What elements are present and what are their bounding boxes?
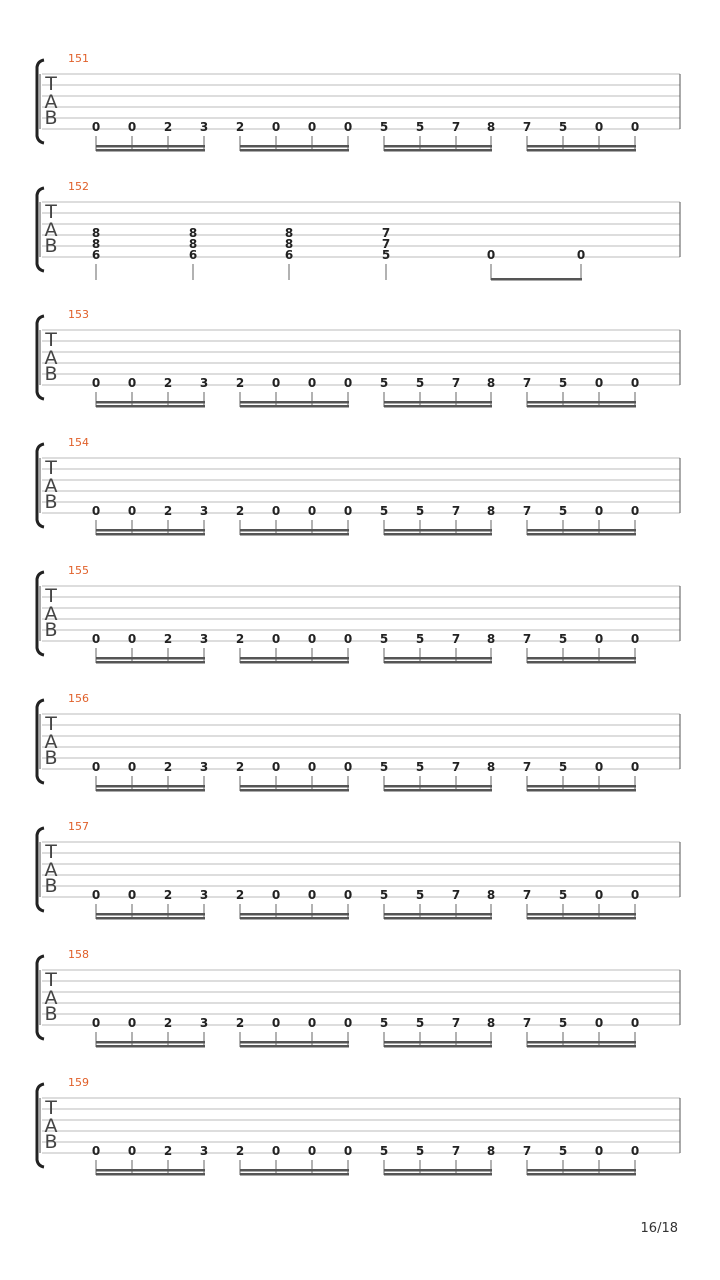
fret-number: 7 xyxy=(451,376,461,390)
fret-number: 0 xyxy=(307,888,317,902)
fret-number: 8 xyxy=(486,504,496,518)
fret-number: 0 xyxy=(307,504,317,518)
beam-secondary xyxy=(384,1045,492,1048)
fret-number: 0 xyxy=(307,1144,317,1158)
fret-number: 0 xyxy=(630,504,640,518)
beam-secondary xyxy=(96,789,205,792)
fret-number: 0 xyxy=(91,632,101,646)
fret-number: 2 xyxy=(163,1016,173,1030)
beam-primary xyxy=(96,913,205,916)
beam-secondary xyxy=(96,661,205,664)
beam-primary xyxy=(96,401,205,404)
measure-number: 155 xyxy=(68,564,89,577)
fret-number: 3 xyxy=(199,888,209,902)
staff-system-152 xyxy=(37,180,680,281)
beam-primary xyxy=(96,1041,205,1044)
fret-number: 5 xyxy=(415,504,425,518)
beam-primary xyxy=(527,1041,636,1044)
fret-number: 5 xyxy=(415,760,425,774)
beam-secondary xyxy=(96,1045,205,1048)
chord-fret-number: 8 xyxy=(188,226,198,240)
beam-secondary xyxy=(240,1045,349,1048)
chord-fret-number: 8 xyxy=(91,226,101,240)
tab-clef-letter-a: A xyxy=(44,603,58,625)
measure-number: 153 xyxy=(68,308,89,321)
tab-clef-letter-t: T xyxy=(45,969,57,991)
fret-number: 0 xyxy=(271,376,281,390)
fret-number: 0 xyxy=(594,632,604,646)
measure-number: 156 xyxy=(68,692,89,705)
page-number: 16/18 xyxy=(640,1221,678,1236)
fret-number: 7 xyxy=(522,376,532,390)
beam-primary xyxy=(240,1041,349,1044)
fret-number: 0 xyxy=(630,888,640,902)
tab-clef-letter-a: A xyxy=(44,347,58,369)
fret-number: 0 xyxy=(271,120,281,134)
tab-clef-letter-t: T xyxy=(45,585,57,607)
fret-number: 3 xyxy=(199,632,209,646)
fret-number: 2 xyxy=(235,504,245,518)
chord-fret-number: 6 xyxy=(284,248,294,262)
fret-number: 0 xyxy=(594,1016,604,1030)
fret-number: 0 xyxy=(271,1016,281,1030)
beam-secondary xyxy=(384,1173,492,1176)
fret-number: 5 xyxy=(379,120,389,134)
beam-secondary xyxy=(240,405,349,408)
fret-number: 7 xyxy=(451,760,461,774)
fret-number: 5 xyxy=(558,504,568,518)
fret-number: 0 xyxy=(594,888,604,902)
fret-number: 7 xyxy=(522,760,532,774)
beam-secondary xyxy=(240,917,349,920)
fret-number: 2 xyxy=(163,376,173,390)
fret-number: 0 xyxy=(271,888,281,902)
fret-number: 0 xyxy=(127,504,137,518)
fret-number: 0 xyxy=(343,1144,353,1158)
tab-clef-letter-b: B xyxy=(44,875,58,897)
beam-primary xyxy=(384,785,492,788)
fret-number: 3 xyxy=(199,760,209,774)
tab-clef-letter-b: B xyxy=(44,747,58,769)
beam-primary xyxy=(96,145,205,148)
beam-primary xyxy=(527,1169,636,1172)
tab-clef-letter-a: A xyxy=(44,475,58,497)
fret-number: 5 xyxy=(415,120,425,134)
fret-number: 5 xyxy=(379,504,389,518)
staff-system-153 xyxy=(37,308,680,408)
fret-number: 7 xyxy=(522,888,532,902)
beam-secondary xyxy=(96,1173,205,1176)
beam-primary xyxy=(491,278,582,281)
fret-number: 8 xyxy=(486,1016,496,1030)
fret-number: 0 xyxy=(127,632,137,646)
staff-system-157 xyxy=(37,820,680,920)
tab-clef-letter-t: T xyxy=(45,1097,57,1119)
tab-clef-letter-a: A xyxy=(44,731,58,753)
beam-primary xyxy=(96,785,205,788)
fret-number: 7 xyxy=(451,1144,461,1158)
beam-secondary xyxy=(527,1173,636,1176)
fret-number: 0 xyxy=(594,376,604,390)
fret-number: 5 xyxy=(379,1144,389,1158)
chord-fret-number: 5 xyxy=(381,248,391,262)
beam-primary xyxy=(240,913,349,916)
fret-number: 7 xyxy=(451,632,461,646)
chord-fret-number: 8 xyxy=(284,226,294,240)
tab-clef-letter-a: A xyxy=(44,987,58,1009)
beam-primary xyxy=(96,529,205,532)
beam-secondary xyxy=(96,917,205,920)
beam-primary xyxy=(240,145,349,148)
tab-clef-letter-b: B xyxy=(44,619,58,641)
fret-number: 0 xyxy=(307,120,317,134)
fret-number: 5 xyxy=(558,760,568,774)
beam-primary xyxy=(527,529,636,532)
tab-clef-letter-b: B xyxy=(44,107,58,129)
fret-number: 8 xyxy=(486,1144,496,1158)
beam-primary xyxy=(384,401,492,404)
fret-number: 0 xyxy=(343,1016,353,1030)
fret-number: 5 xyxy=(558,1144,568,1158)
fret-number: 2 xyxy=(235,888,245,902)
fret-number: 3 xyxy=(199,376,209,390)
fret-number: 5 xyxy=(379,888,389,902)
chord-fret-number: 6 xyxy=(91,248,101,262)
beam-secondary xyxy=(527,917,636,920)
measure-number: 158 xyxy=(68,948,89,961)
fret-number: 0 xyxy=(271,760,281,774)
measure-number: 157 xyxy=(68,820,89,833)
fret-number: 8 xyxy=(486,120,496,134)
beam-primary xyxy=(240,401,349,404)
chord-fret-number: 6 xyxy=(188,248,198,262)
fret-number: 0 xyxy=(271,1144,281,1158)
beam-primary xyxy=(240,529,349,532)
beam-primary xyxy=(384,1169,492,1172)
fret-number: 0 xyxy=(307,376,317,390)
tab-clef-letter-b: B xyxy=(44,491,58,513)
fret-number: 5 xyxy=(379,376,389,390)
fret-number: 5 xyxy=(379,760,389,774)
fret-number: 0 xyxy=(271,632,281,646)
measure-number: 151 xyxy=(68,52,89,65)
chord-fret-number: 8 xyxy=(188,237,198,251)
fret-number: 0 xyxy=(630,120,640,134)
fret-number: 3 xyxy=(199,1016,209,1030)
tab-clef-letter-a: A xyxy=(44,91,58,113)
fret-number: 0 xyxy=(594,1144,604,1158)
beam-primary xyxy=(240,1169,349,1172)
fret-number: 7 xyxy=(522,1016,532,1030)
beam-primary xyxy=(384,657,492,660)
fret-number: 7 xyxy=(451,1016,461,1030)
fret-number: 0 xyxy=(594,120,604,134)
beam-secondary xyxy=(527,405,636,408)
fret-number: 2 xyxy=(235,376,245,390)
fret-number: 7 xyxy=(522,1144,532,1158)
fret-number: 0 xyxy=(91,1016,101,1030)
fret-number: 5 xyxy=(415,376,425,390)
tab-clef-letter-a: A xyxy=(44,219,58,241)
fret-number: 7 xyxy=(522,120,532,134)
staff-system-158 xyxy=(37,948,680,1048)
beam-secondary xyxy=(384,405,492,408)
fret-number: 2 xyxy=(235,120,245,134)
beam-secondary xyxy=(240,149,349,152)
tab-clef-letter-t: T xyxy=(45,201,57,223)
fret-number: 0 xyxy=(91,504,101,518)
fret-number: 2 xyxy=(163,632,173,646)
tab-clef-letter-t: T xyxy=(45,841,57,863)
beam-secondary xyxy=(240,789,349,792)
fret-number: 3 xyxy=(199,120,209,134)
beam-primary xyxy=(384,529,492,532)
staff-system-159 xyxy=(37,1076,680,1176)
fret-number: 5 xyxy=(379,632,389,646)
beam-primary xyxy=(527,401,636,404)
beam-secondary xyxy=(527,1045,636,1048)
beam-secondary xyxy=(527,533,636,536)
fret-number: 7 xyxy=(451,504,461,518)
fret-number: 2 xyxy=(163,120,173,134)
tab-clef-letter-t: T xyxy=(45,457,57,479)
fret-number: 5 xyxy=(379,1016,389,1030)
fret-number: 0 xyxy=(127,120,137,134)
beam-primary xyxy=(384,1041,492,1044)
chord-fret-number: 7 xyxy=(381,226,391,240)
fret-number: 5 xyxy=(415,888,425,902)
beam-primary xyxy=(240,785,349,788)
fret-number: 5 xyxy=(558,888,568,902)
fret-number: 5 xyxy=(558,376,568,390)
fret-number: 2 xyxy=(163,760,173,774)
tab-clef-letter-a: A xyxy=(44,1115,58,1137)
fret-number: 5 xyxy=(558,120,568,134)
beam-secondary xyxy=(527,789,636,792)
measure-number: 159 xyxy=(68,1076,89,1089)
fret-number: 7 xyxy=(522,632,532,646)
beam-secondary xyxy=(384,661,492,664)
fret-number: 2 xyxy=(163,1144,173,1158)
beam-primary xyxy=(527,657,636,660)
fret-number: 0 xyxy=(486,248,496,262)
fret-number: 3 xyxy=(199,504,209,518)
fret-number: 0 xyxy=(630,1016,640,1030)
beam-secondary xyxy=(240,661,349,664)
fret-number: 0 xyxy=(343,888,353,902)
measure-number: 152 xyxy=(68,180,89,193)
fret-number: 0 xyxy=(594,760,604,774)
fret-number: 0 xyxy=(343,120,353,134)
fret-number: 0 xyxy=(91,888,101,902)
beam-secondary xyxy=(384,149,492,152)
fret-number: 0 xyxy=(343,504,353,518)
fret-number: 0 xyxy=(630,376,640,390)
fret-number: 7 xyxy=(451,888,461,902)
fret-number: 5 xyxy=(558,632,568,646)
beam-primary xyxy=(384,145,492,148)
beam-secondary xyxy=(240,533,349,536)
beam-primary xyxy=(384,913,492,916)
beam-secondary xyxy=(96,405,205,408)
fret-number: 7 xyxy=(451,120,461,134)
fret-number: 2 xyxy=(235,1016,245,1030)
chord-fret-number: 8 xyxy=(91,237,101,251)
fret-number: 0 xyxy=(127,1144,137,1158)
tab-clef-letter-a: A xyxy=(44,859,58,881)
tab-clef-letter-b: B xyxy=(44,363,58,385)
fret-number: 8 xyxy=(486,632,496,646)
fret-number: 0 xyxy=(630,1144,640,1158)
fret-number: 0 xyxy=(630,632,640,646)
fret-number: 2 xyxy=(235,1144,245,1158)
fret-number: 0 xyxy=(630,760,640,774)
fret-number: 2 xyxy=(163,888,173,902)
beam-primary xyxy=(240,657,349,660)
tab-clef-letter-t: T xyxy=(45,73,57,95)
measure-number: 154 xyxy=(68,436,89,449)
beam-primary xyxy=(96,657,205,660)
fret-number: 2 xyxy=(235,760,245,774)
beam-secondary xyxy=(384,533,492,536)
fret-number: 8 xyxy=(486,888,496,902)
fret-number: 0 xyxy=(127,760,137,774)
fret-number: 0 xyxy=(91,1144,101,1158)
staff-system-156 xyxy=(37,692,680,792)
beam-primary xyxy=(527,785,636,788)
beam-secondary xyxy=(527,149,636,152)
fret-number: 0 xyxy=(127,888,137,902)
staff-system-154 xyxy=(37,436,680,536)
fret-number: 0 xyxy=(343,376,353,390)
beam-secondary xyxy=(527,661,636,664)
fret-number: 0 xyxy=(271,504,281,518)
staff-system-151 xyxy=(37,52,680,152)
fret-number: 8 xyxy=(486,760,496,774)
fret-number: 0 xyxy=(343,760,353,774)
fret-number: 0 xyxy=(594,504,604,518)
tab-clef-letter-b: B xyxy=(44,1003,58,1025)
fret-number: 0 xyxy=(127,376,137,390)
fret-number: 0 xyxy=(576,248,586,262)
fret-number: 0 xyxy=(91,760,101,774)
fret-number: 0 xyxy=(343,632,353,646)
beam-primary xyxy=(527,913,636,916)
beam-secondary xyxy=(96,533,205,536)
beam-secondary xyxy=(96,149,205,152)
fret-number: 0 xyxy=(307,760,317,774)
beam-primary xyxy=(96,1169,205,1172)
tab-clef-letter-b: B xyxy=(44,235,58,257)
chord-fret-number: 7 xyxy=(381,237,391,251)
fret-number: 0 xyxy=(307,632,317,646)
beam-primary xyxy=(527,145,636,148)
fret-number: 5 xyxy=(415,1144,425,1158)
fret-number: 0 xyxy=(127,1016,137,1030)
tab-clef-letter-t: T xyxy=(45,329,57,351)
fret-number: 2 xyxy=(235,632,245,646)
tab-clef-letter-t: T xyxy=(45,713,57,735)
fret-number: 2 xyxy=(163,504,173,518)
beam-secondary xyxy=(384,789,492,792)
beam-secondary xyxy=(240,1173,349,1176)
fret-number: 3 xyxy=(199,1144,209,1158)
beam-secondary xyxy=(384,917,492,920)
chord-fret-number: 8 xyxy=(284,237,294,251)
fret-number: 5 xyxy=(415,1016,425,1030)
tab-clef-letter-b: B xyxy=(44,1131,58,1153)
fret-number: 0 xyxy=(91,120,101,134)
fret-number: 8 xyxy=(486,376,496,390)
staff-system-155 xyxy=(37,564,680,664)
fret-number: 5 xyxy=(558,1016,568,1030)
fret-number: 0 xyxy=(307,1016,317,1030)
fret-number: 5 xyxy=(415,632,425,646)
fret-number: 0 xyxy=(91,376,101,390)
fret-number: 7 xyxy=(522,504,532,518)
